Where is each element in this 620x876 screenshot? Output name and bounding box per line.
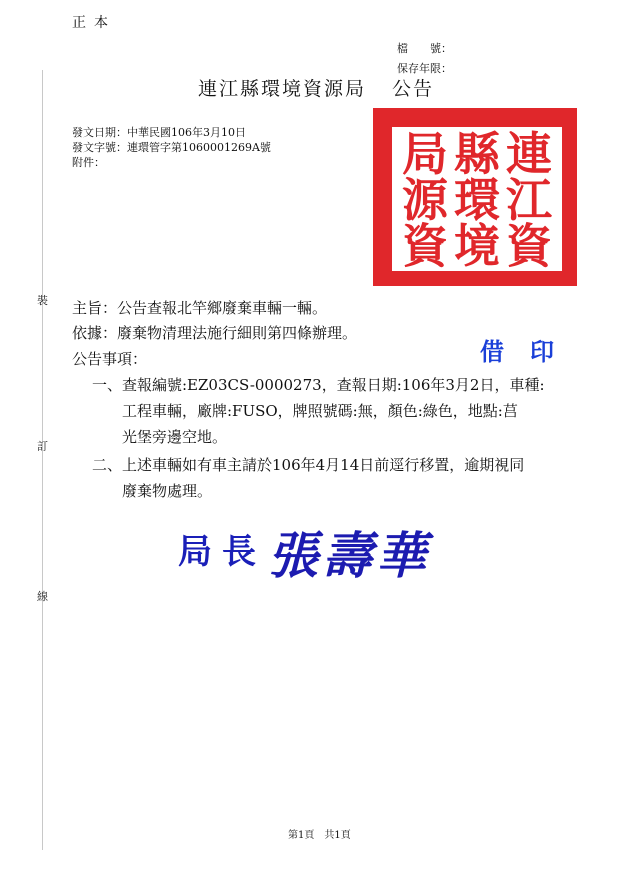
official-seal [373, 108, 577, 286]
subject-line: 主旨：公告查報北竿鄉廢棄車輛一輛。 [72, 299, 328, 317]
seal-glyph: 局 [402, 127, 448, 181]
page-number: 第1頁 [288, 830, 315, 841]
item-2-line-1: 二、上述車輛如有車主請於106年4月14日前逕行移置，逾期視同 [92, 456, 525, 474]
seal-glyph: 資 [506, 219, 552, 273]
file-number-label: 檔 號： [397, 42, 452, 55]
seal-glyph: 資 [402, 219, 448, 273]
binding-mark-ding: 訂 [37, 440, 48, 453]
binding-mark-xian: 線 [37, 590, 48, 603]
director-signature-stamp: 張壽華 [268, 526, 430, 585]
items-heading: 公告事項： [72, 350, 148, 368]
page-footer [288, 826, 351, 841]
copy-label: 正本 [72, 15, 116, 31]
retention-label: 保存年限： [397, 62, 452, 75]
seal-glyph: 境 [454, 219, 500, 273]
total-pages: 共1頁 [324, 830, 351, 841]
seal-glyph: 源 [402, 173, 448, 227]
seal-glyph: 江 [506, 173, 552, 227]
page-title [198, 74, 434, 101]
doc-type: 公告 [392, 78, 435, 100]
seal-glyph: 環 [454, 173, 500, 227]
item-1-line-1: 一、查報編號:EZ03CS-0000273，查報日期:106年3月2日，車種: [92, 376, 545, 394]
director-title-stamp: 局長 [178, 532, 266, 572]
binding-mark-zhuang: 裝 [37, 294, 48, 307]
issue-number: 發文字號：連環管字第1060001269A號 [72, 141, 271, 154]
basis-line: 依據：廢棄物清理法施行細則第四條辦理。 [72, 324, 358, 342]
borrow-seal-stamp: 借印 [480, 337, 580, 366]
item-2-line-2: 廢棄物處理。 [122, 482, 213, 500]
item-1-line-2: 工程車輛，廠牌:FUSO，牌照號碼:無，顏色:綠色，地點:莒 [122, 402, 518, 420]
binding-margin-line [42, 70, 43, 850]
official-seal-inner [389, 124, 565, 274]
seal-glyph: 連 [506, 127, 552, 181]
attachment-label: 附件： [72, 156, 105, 169]
issue-date: 發文日期：中華民國106年3月10日 [72, 126, 246, 139]
agency-name: 連江縣環境資源局 [198, 78, 367, 100]
seal-glyph: 縣 [454, 127, 500, 181]
item-1-line-3: 光堡旁邊空地。 [122, 428, 228, 446]
